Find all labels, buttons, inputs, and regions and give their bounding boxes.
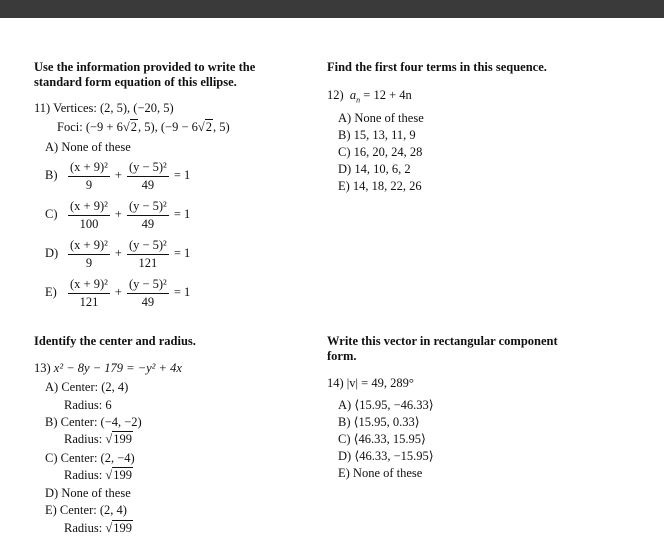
q13-b-center: B) Center: (−4, −2) (45, 415, 142, 429)
denominator: 121 (79, 294, 99, 309)
q11-instruction: Use the information provided to write the standard form equation of this ellipse. (34, 60, 256, 89)
denominator: 121 (138, 255, 158, 270)
q14-option: D) ⟨46.33, −15.95⟩ (338, 449, 434, 463)
q11-foci-b-post: , 5) (213, 120, 230, 134)
option-label: D) (45, 246, 59, 260)
q11-option (45, 273, 194, 312)
q12-number: 12) (327, 88, 344, 102)
q13-a-radius: Radius: 6 (64, 398, 112, 412)
fraction (127, 276, 169, 310)
q11-vertices-value: (2, 5), (−20, 5) (99, 101, 174, 115)
sqrt-symbol: √2 (122, 120, 137, 134)
q11-options (45, 156, 194, 312)
radius-radicand: 199 (113, 521, 132, 535)
q11-foci-b-pre: (−9 − 6 (160, 120, 198, 134)
equals-one: = 1 (173, 168, 191, 182)
q13-c-center: C) Center: (2, −4) (45, 451, 135, 465)
q13-b-radius (64, 431, 133, 448)
option-label: C) (45, 207, 58, 221)
q12-option: D) 14, 10, 6, 2 (338, 162, 411, 176)
q13-equation-line (34, 360, 182, 377)
q12-formula (327, 87, 412, 109)
option-label: B) (45, 168, 58, 182)
sqrt-symbol: √199 (105, 432, 132, 446)
q12-instruction: Find the first four terms in this sequence. (327, 60, 547, 74)
q12-formula-a: a (349, 88, 357, 102)
plus-sign: + (114, 246, 122, 260)
radius-radicand: 199 (113, 432, 132, 446)
denominator: 100 (79, 216, 99, 231)
top-bar (0, 0, 664, 18)
numerator: (y − 5)² (127, 159, 169, 177)
q11-option (45, 156, 194, 195)
numerator: (y − 5)² (127, 276, 169, 294)
q11-option (45, 195, 194, 234)
numerator: (x + 9)² (68, 237, 110, 255)
q14-magnitude: |v| = 49, 289° (346, 376, 414, 390)
q12-formula-rest: = 12 + 4n (360, 88, 412, 102)
fraction (127, 198, 169, 232)
q13-number: 13) (34, 361, 51, 375)
q13-a-center: A) Center: (2, 4) (45, 380, 129, 394)
q14-magnitude-line (327, 375, 414, 392)
q11-foci-a-post: , 5), (137, 120, 161, 134)
sqrt-symbol: √199 (105, 468, 132, 482)
q13-instruction: Identify the center and radius. (34, 334, 196, 348)
q11-option (45, 234, 194, 273)
q14-instruction: Write this vector in rectangular component form. (327, 334, 558, 363)
plus-sign: + (114, 168, 122, 182)
radius-label: Radius: (64, 521, 106, 535)
q13-e-center: E) Center: (2, 4) (45, 503, 127, 517)
q13-e-radius (64, 520, 133, 537)
plus-sign: + (114, 207, 122, 221)
equals-one: = 1 (173, 285, 191, 299)
q11-vertices (34, 100, 174, 117)
q13-equation: x² − 8y − 179 = −y² + 4x (53, 361, 182, 375)
q11-foci-a-rad: 2 (130, 120, 137, 134)
q11-foci (57, 119, 230, 136)
q12-formula-sub: n (356, 95, 361, 105)
numerator: (x + 9)² (68, 159, 110, 177)
radius-label: Radius: (64, 468, 106, 482)
denominator: 49 (141, 177, 155, 192)
q11-vertices-label: Vertices: (53, 101, 97, 115)
q11-foci-b-rad: 2 (205, 120, 213, 134)
q14-option: C) ⟨46.33, 15.95⟩ (338, 432, 426, 446)
fraction (68, 276, 110, 310)
numerator: (x + 9)² (68, 276, 110, 294)
equals-one: = 1 (173, 246, 191, 260)
denominator: 49 (141, 294, 155, 309)
q14-number: 14) (327, 376, 344, 390)
fraction (68, 198, 110, 232)
q14-option: E) None of these (338, 466, 423, 480)
fraction (68, 159, 110, 193)
option-label: E) (45, 285, 57, 299)
q11-foci-label: Foci: (57, 120, 83, 134)
numerator: (y − 5)² (127, 237, 169, 255)
numerator: (x + 9)² (68, 198, 110, 216)
q12-option: A) None of these (338, 111, 424, 125)
equals-one: = 1 (173, 207, 191, 221)
plus-sign: + (114, 285, 122, 299)
q12-option: C) 16, 20, 24, 28 (338, 145, 423, 159)
q14-option: B) ⟨15.95, 0.33⟩ (338, 415, 420, 429)
radius-label: Radius: (64, 432, 106, 446)
q13-c-radius (64, 467, 133, 484)
q11-number: 11) (34, 101, 51, 115)
radius-radicand: 199 (113, 468, 132, 482)
sqrt-symbol: √2 (197, 120, 213, 134)
denominator: 49 (141, 216, 155, 231)
sqrt-symbol: √199 (105, 521, 132, 535)
fraction (127, 237, 169, 271)
numerator: (y − 5)² (127, 198, 169, 216)
q12-option: E) 14, 18, 22, 26 (338, 179, 422, 193)
q12-option: B) 15, 13, 11, 9 (338, 128, 416, 142)
q11-option-a: A) None of these (45, 140, 131, 154)
denominator: 9 (85, 177, 93, 192)
q13-d: D) None of these (45, 486, 131, 500)
denominator: 9 (85, 255, 93, 270)
fraction (68, 237, 110, 271)
q14-option: A) ⟨15.95, −46.33⟩ (338, 398, 434, 412)
q11-foci-a-pre: (−9 + 6 (85, 120, 123, 134)
fraction (127, 159, 169, 193)
